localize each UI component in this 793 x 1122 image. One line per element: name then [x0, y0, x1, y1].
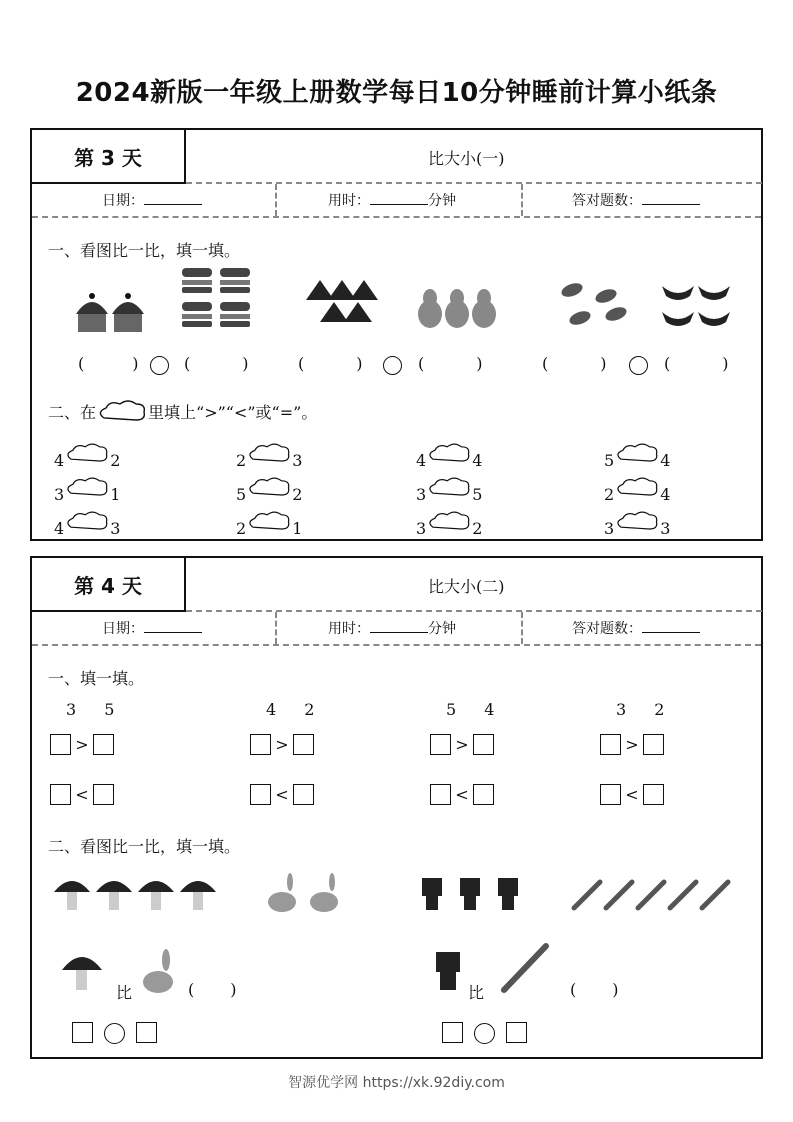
compare-item [54, 510, 120, 538]
greater-than-row [430, 734, 494, 755]
compare-circle[interactable] [474, 1023, 495, 1044]
compare-circle[interactable] [383, 356, 402, 375]
answer-square[interactable] [430, 784, 451, 805]
day3-section2-heading: 二、在 里填上“>”“<”或“=”。 [48, 400, 317, 423]
candy-icon [560, 281, 629, 328]
compare-symbol: < [455, 785, 469, 804]
answer-paren[interactable]: ( ) [78, 354, 139, 373]
answer-square[interactable] [136, 1022, 157, 1043]
correct-count-field[interactable]: 答对题数： [572, 618, 700, 638]
compare-symbol: > [275, 735, 289, 754]
compare-item [416, 442, 482, 470]
time-field[interactable]: 用时： 分钟 [328, 618, 456, 638]
mushroom-icon [60, 948, 104, 994]
day4-section2-heading: 二、看图比一比，填一填。 [48, 837, 241, 856]
cloud-answer-box[interactable] [64, 510, 110, 532]
greater-than-row [50, 734, 114, 755]
less-than-row [600, 784, 664, 805]
day4-card [30, 556, 763, 1059]
cloud-answer-box[interactable] [614, 476, 660, 498]
rabbit-icon [138, 948, 178, 996]
day3-card [30, 128, 763, 541]
correct-count-field[interactable]: 答对题数： [572, 190, 700, 210]
answer-square[interactable] [50, 784, 71, 805]
answer-paren[interactable]: ( ) [418, 354, 483, 373]
right-number: 3 [110, 519, 121, 538]
answer-paren[interactable]: ( ) [542, 354, 607, 373]
answer-paren[interactable]: ( ) [184, 354, 249, 373]
right-number: 4 [660, 485, 671, 504]
cloud-answer-box[interactable] [426, 476, 472, 498]
answer-square[interactable] [250, 784, 271, 805]
answer-square[interactable] [643, 734, 664, 755]
compare-circle[interactable] [629, 356, 648, 375]
cupcake-icon [76, 293, 144, 332]
right-number: 1 [292, 519, 303, 538]
compare-item [54, 476, 120, 504]
right-number: 3 [292, 451, 303, 470]
less-than-row [250, 784, 314, 805]
compare-item [604, 510, 670, 538]
footer-watermark: 智源优学网 https://xk.92diy.com [288, 1075, 505, 1091]
compare-symbol: < [625, 785, 639, 804]
day3-tag: 第 3 天 [32, 130, 186, 184]
answer-square[interactable] [93, 734, 114, 755]
answer-square[interactable] [93, 784, 114, 805]
second-number: 2 [654, 700, 665, 719]
left-number: 4 [54, 451, 65, 470]
watermelon-icon [306, 280, 378, 322]
mushroom-icon [54, 881, 216, 910]
left-number: 3 [416, 519, 427, 538]
day3-topic: 比大小(一) [428, 149, 505, 168]
cloud-answer-box[interactable] [64, 476, 110, 498]
rabbit-icon [268, 873, 338, 912]
cloud-answer-box[interactable] [426, 442, 472, 464]
left-number: 2 [604, 485, 615, 504]
right-number: 1 [110, 485, 121, 504]
number-pair [616, 700, 664, 719]
cloud-answer-box[interactable] [246, 442, 292, 464]
answer-paren[interactable]: ( ) [570, 980, 619, 999]
answer-square[interactable] [430, 734, 451, 755]
date-field[interactable]: 日期： [102, 190, 202, 210]
dog-icon [422, 878, 518, 910]
time-field[interactable]: 用时： 分钟 [328, 190, 456, 210]
cloud-icon [96, 400, 148, 422]
melon-rind-icon [662, 286, 730, 326]
answer-square[interactable] [473, 734, 494, 755]
second-number: 5 [104, 700, 115, 719]
left-number: 4 [54, 519, 65, 538]
pear-icon [418, 289, 496, 328]
number-pair [266, 700, 314, 719]
number-pair [446, 700, 494, 719]
right-number: 4 [660, 451, 671, 470]
answer-square[interactable] [473, 784, 494, 805]
first-number: 3 [66, 700, 77, 719]
burger-icon [182, 268, 250, 327]
less-than-row [430, 784, 494, 805]
compare-symbol: < [75, 785, 89, 804]
right-number: 5 [472, 485, 483, 504]
bi-label: 比 [468, 983, 485, 1002]
day3-pictures [32, 268, 761, 348]
cloud-answer-box[interactable] [246, 510, 292, 532]
cloud-answer-box[interactable] [426, 510, 472, 532]
left-number: 2 [236, 451, 247, 470]
day3-section1-heading: 一、看图比一比，填一填。 [48, 241, 241, 260]
compare-circle[interactable] [150, 356, 169, 375]
compare-symbol: > [75, 735, 89, 754]
left-number: 5 [236, 485, 247, 504]
dog-icon [430, 948, 466, 994]
second-number: 4 [484, 700, 495, 719]
answer-square[interactable] [643, 784, 664, 805]
answer-square[interactable] [50, 734, 71, 755]
day4-tag: 第 4 天 [32, 558, 186, 612]
left-number: 4 [416, 451, 427, 470]
answer-square[interactable] [293, 734, 314, 755]
answer-square[interactable] [600, 734, 621, 755]
left-number: 3 [54, 485, 65, 504]
compare-item [604, 442, 670, 470]
less-than-row [50, 784, 114, 805]
first-number: 3 [616, 700, 627, 719]
compare-symbol: > [455, 735, 469, 754]
compare-item [236, 510, 302, 538]
day4-topic: 比大小(二) [428, 577, 505, 596]
answer-square[interactable] [506, 1022, 527, 1043]
cloud-answer-box[interactable] [614, 442, 660, 464]
compare-symbol: > [625, 735, 639, 754]
left-number: 5 [604, 451, 615, 470]
answer-square[interactable] [293, 784, 314, 805]
compare-item [416, 510, 482, 538]
compare-item [54, 442, 120, 470]
answer-paren[interactable]: ( ) [664, 354, 729, 373]
bone-icon [574, 882, 728, 908]
first-number: 4 [266, 700, 277, 719]
cloud-answer-box[interactable] [246, 476, 292, 498]
left-number: 3 [416, 485, 427, 504]
left-number: 3 [604, 519, 615, 538]
answer-square[interactable] [442, 1022, 463, 1043]
greater-than-row [600, 734, 664, 755]
right-number: 2 [110, 451, 121, 470]
day4-pictures [32, 872, 761, 922]
answer-square[interactable] [250, 734, 271, 755]
first-number: 5 [446, 700, 457, 719]
compare-symbol: < [275, 785, 289, 804]
page-title: 2024新版一年级上册数学每日10分钟睡前计算小纸条 [75, 78, 718, 108]
right-number: 2 [472, 519, 483, 538]
compare-item [236, 476, 302, 504]
date-field[interactable]: 日期： [102, 618, 202, 638]
answer-square[interactable] [72, 1022, 93, 1043]
number-pair [66, 700, 114, 719]
day4-section1-heading: 一、填一填。 [48, 669, 145, 688]
cloud-answer-box[interactable] [64, 442, 110, 464]
answer-square[interactable] [600, 784, 621, 805]
bone-icon [496, 938, 556, 998]
compare-item [416, 476, 482, 504]
right-number: 3 [660, 519, 671, 538]
left-number: 2 [236, 519, 247, 538]
second-number: 2 [304, 700, 315, 719]
right-number: 2 [292, 485, 303, 504]
compare-circle[interactable] [104, 1023, 125, 1044]
answer-paren[interactable]: ( ) [188, 980, 237, 999]
bi-label: 比 [116, 983, 133, 1002]
greater-than-row [250, 734, 314, 755]
compare-item [236, 442, 302, 470]
right-number: 4 [472, 451, 483, 470]
cloud-answer-box[interactable] [614, 510, 660, 532]
answer-paren[interactable]: ( ) [298, 354, 363, 373]
compare-item [604, 476, 670, 504]
